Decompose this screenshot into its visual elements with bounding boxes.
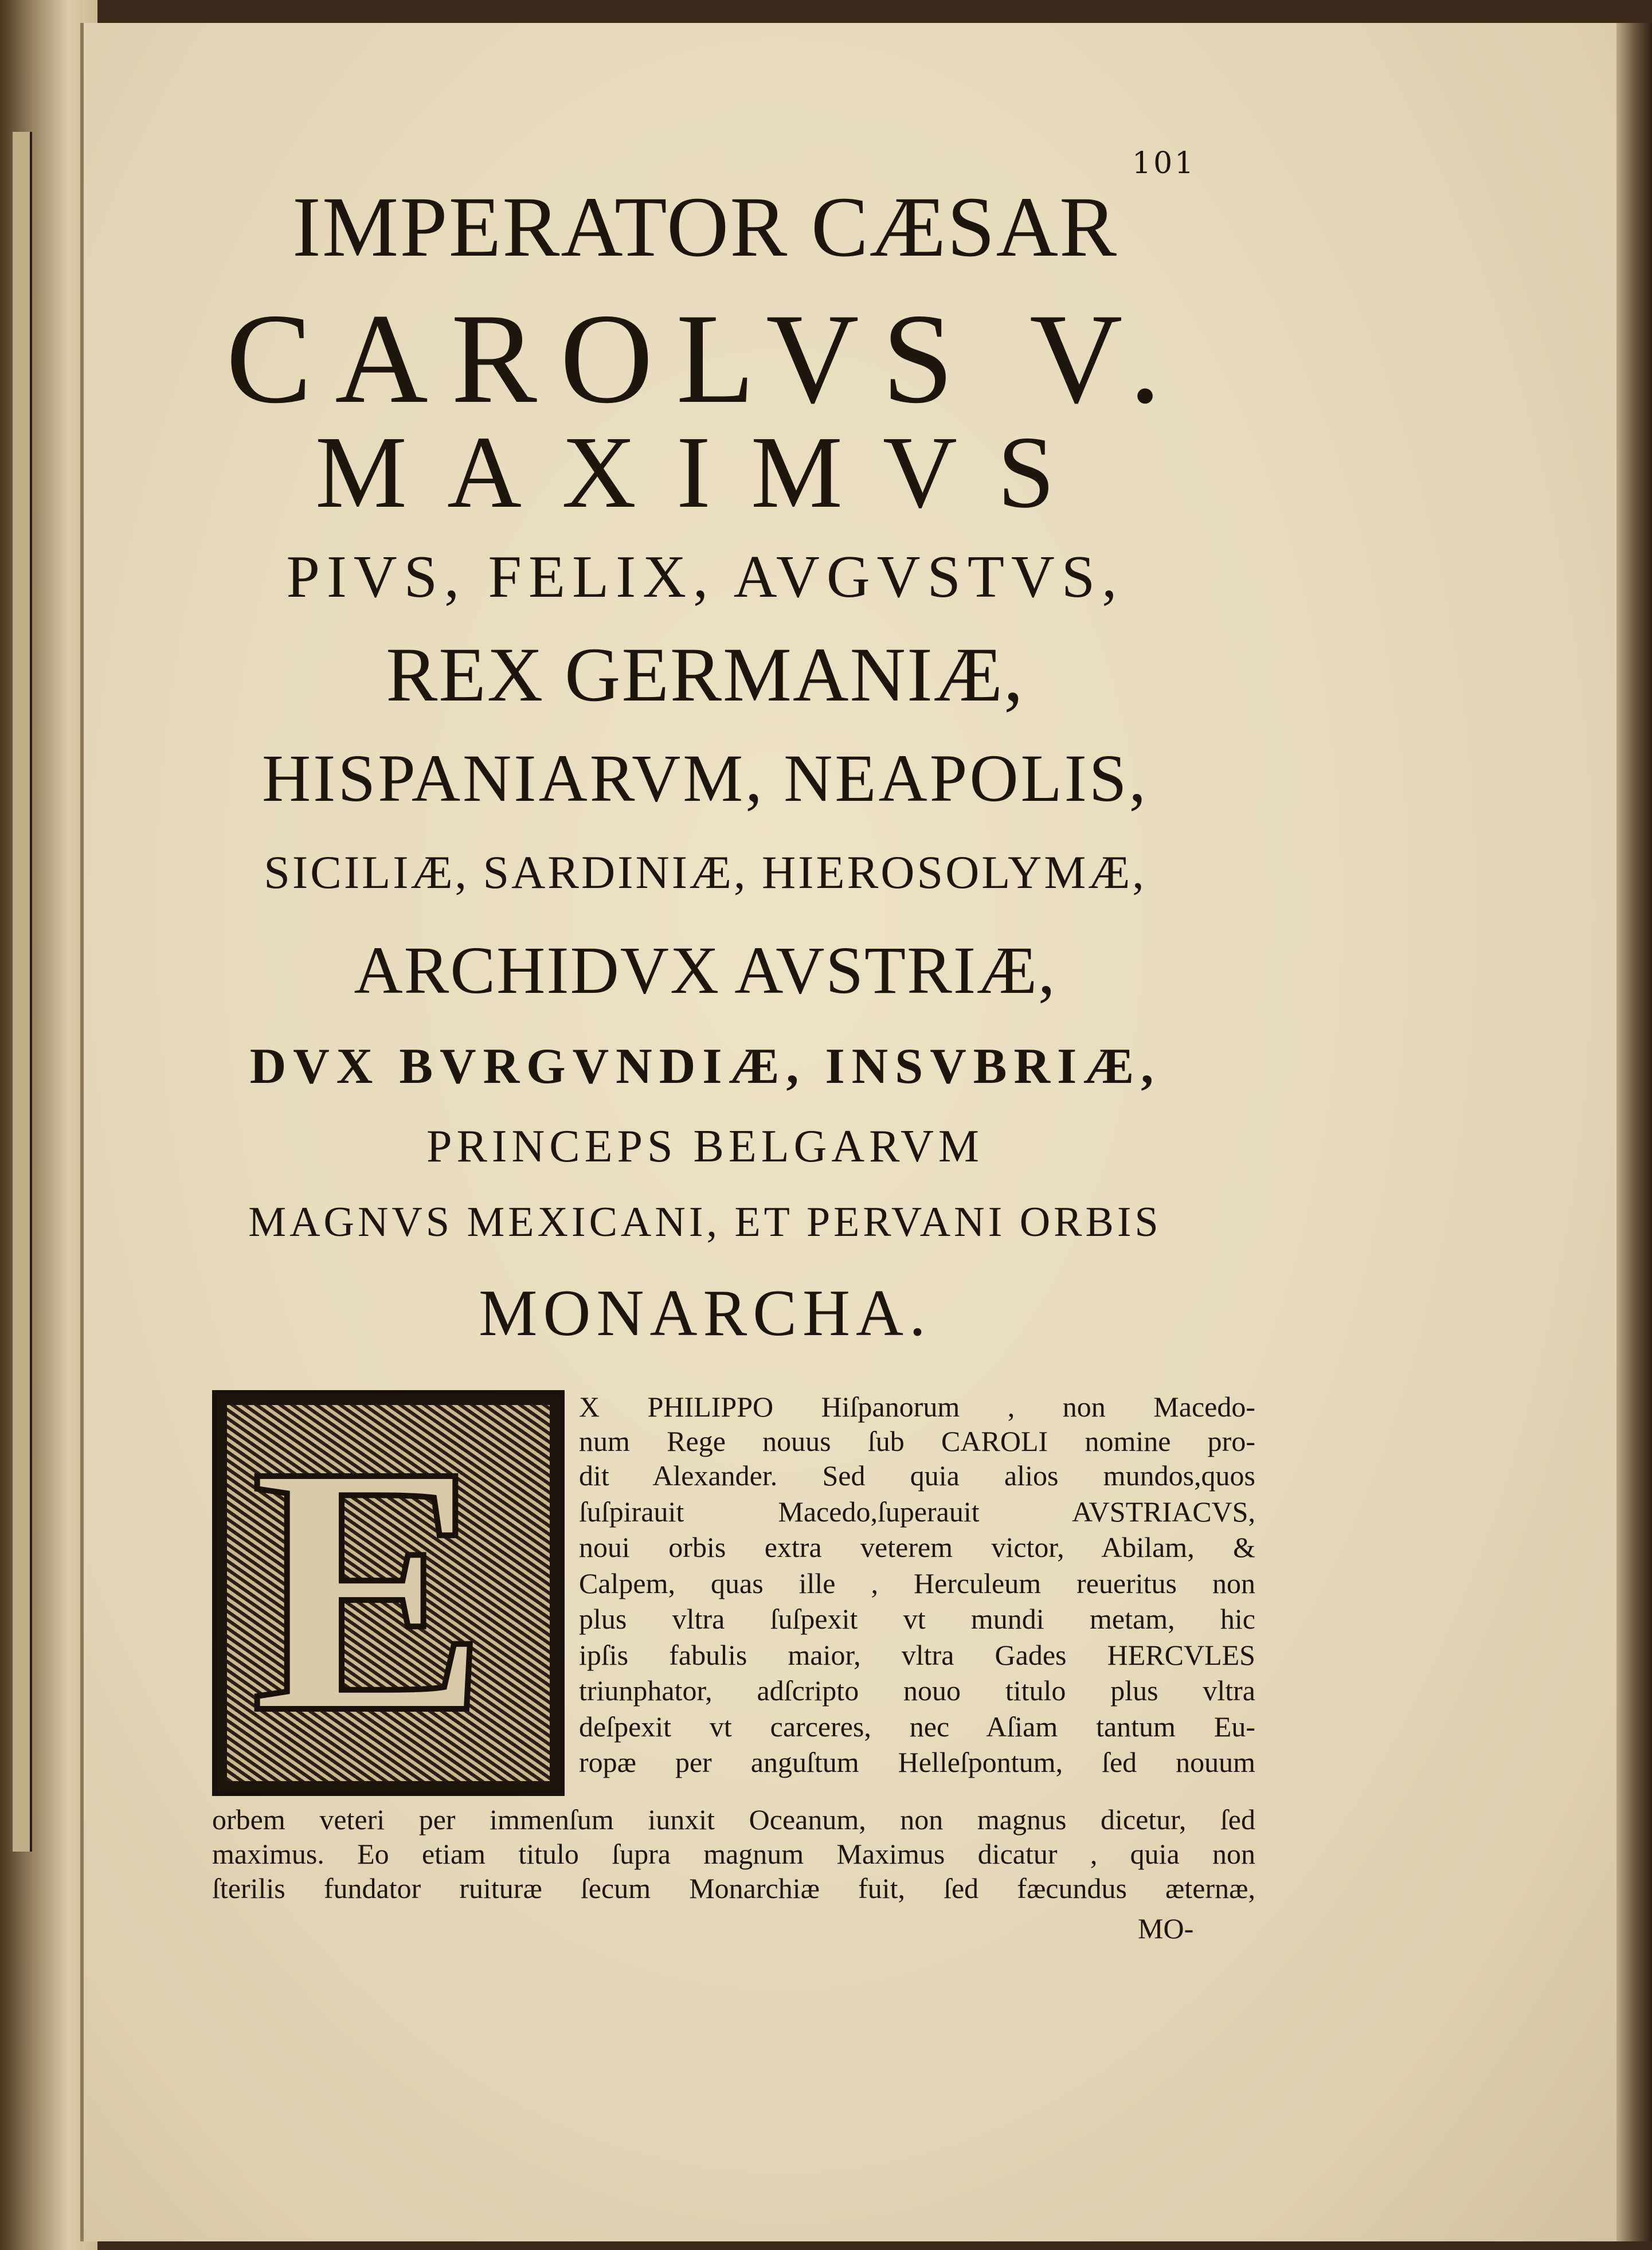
catchword: MO-: [1138, 1912, 1194, 1944]
page-outer-edge: [1616, 23, 1652, 2241]
body-line-13: maximus. Eo etiam titulo ſupra magnum Maximus dicatur , quia non: [212, 1838, 1255, 1870]
title-line-1: IMPERATOR CÆSAR: [292, 179, 1118, 275]
title-line-9: DVX BVRGVNDIÆ, INSVBRIÆ,: [249, 1039, 1161, 1094]
title-line-5: REX GERMANIÆ,: [386, 632, 1024, 718]
body-line-8: ipſis fabulis maior, vltra Gades HERCVLES: [579, 1639, 1255, 1671]
title-line-8: ARCHIDVX AVSTRIÆ,: [354, 933, 1056, 1008]
title-line-12: MONARCHA.: [479, 1277, 931, 1349]
title-line-7: SICILIÆ, SARDINIÆ, HIEROSOLYMÆ,: [264, 846, 1146, 898]
title-line-10: PRINCEPS BELGARVM: [426, 1121, 984, 1172]
body-line-3: dit Alexander. Sed quia alios mundos,quos: [579, 1459, 1255, 1492]
title-line-11: MAGNVS MEXICANI, ET PERVANI ORBIS: [248, 1199, 1162, 1246]
title-line-6: HISPANIARVM, NEAPOLIS,: [261, 741, 1149, 816]
woodcut-initial: [212, 1390, 565, 1796]
title-line-2: CAROLVS V.: [226, 287, 1184, 430]
page-number: 101: [1132, 146, 1196, 181]
body-line-6: Calpem, quas ille , Herculeum reueritus non: [579, 1567, 1255, 1599]
body-line-4: ſuſpirauit Macedo,ſuperauit AVSTRIACVS,: [579, 1496, 1255, 1528]
body-line-14: ſterilis fundator ruituræ ſecum Monarchiæ fuit, ſed fæcundus æternæ,: [212, 1872, 1255, 1904]
title-line-4: PIVS, FELIX, AVGVSTVS,: [286, 543, 1124, 610]
initial-letter: E: [251, 1393, 488, 1786]
body-line-7: plus vltra ſuſpexit vt mundi metam, hic: [579, 1603, 1255, 1635]
body-line-11: ropæ per anguſtum Helleſpontum, ſed nouum: [579, 1746, 1255, 1778]
body-line-1: X PHILIPPO Hiſpanorum , non Macedo-: [579, 1391, 1255, 1423]
body-line-9: triunphator, adſcripto nouo titulo plus vltra: [579, 1674, 1255, 1707]
body-line-2: num Rege nouus ſub CAROLI nomine pro-: [579, 1425, 1255, 1457]
body-line-12: orbem veteri per immenſum iunxit Oceanum, non magnus dicetur, ſed: [212, 1803, 1255, 1836]
body-line-10: deſpexit vt carceres, nec Aſiam tantum Eu-: [579, 1711, 1255, 1743]
body-line-5: noui orbis extra veterem victor, Abilam, &: [579, 1531, 1255, 1563]
facing-page-edge: [13, 132, 32, 1852]
title-line-3: MAXIMVS: [315, 415, 1095, 529]
